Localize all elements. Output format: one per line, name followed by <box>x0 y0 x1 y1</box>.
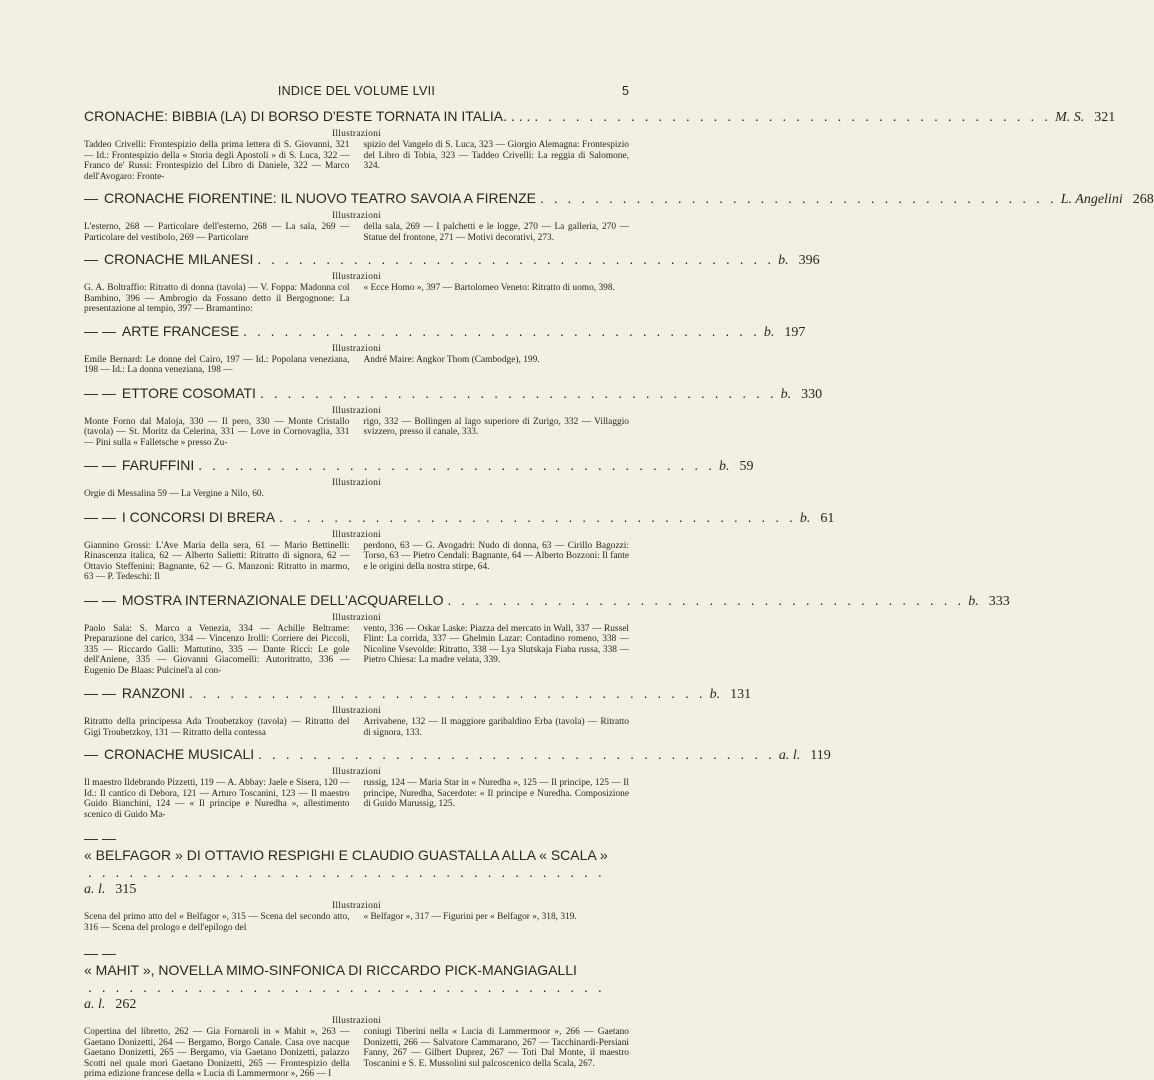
entry-title: CRONACHE MILANESI <box>104 251 254 267</box>
index-entry <box>84 508 835 583</box>
entry-heading <box>84 830 629 898</box>
entry-page: 330 <box>801 386 823 402</box>
entry-title: RANZONI <box>121 685 185 701</box>
illustrations-col-right: « Belfagor », 317 — Figurini per « Belfagor », 318, 319. <box>363 912 577 922</box>
illustrations-col-left: Taddeo Crivelli: Frontespizio della prima lettera di S. Giovanni, 321 — Id.: Frontespizio della « Storia degli Apostoli » di S. Luca, 322 — Franco de' Russi: Frontespizio del Libro di Daniele, 322 — Marco dell'Avogaro: Fronte- <box>84 140 350 182</box>
entry-page: 262 <box>115 997 137 1012</box>
entry-page: 131 <box>730 687 752 702</box>
running-head-title: INDICE DEL VOLUME LVII <box>277 84 436 98</box>
illustrations-label: Illustrazioni <box>332 210 381 221</box>
entry-dash: — <box>84 190 98 206</box>
illustrations-col-left: Ritratto della principessa Ada Troubetzkoy (tavola) — Ritratto del Gigi Troubetzkoy, 131 — Ritratto della contessa <box>84 717 350 738</box>
illustrations-label: Illustrazioni <box>332 766 381 777</box>
illustrations-list <box>84 912 629 933</box>
index-entry <box>84 591 1010 677</box>
entry-title: FARUFFINI <box>121 457 195 473</box>
entry-author: M. S. <box>1055 110 1085 125</box>
leader-dots: . . . . . . . . . . . . . . . . . . . . . . . . . . . . . . . . . . . . . . <box>540 190 1057 206</box>
illustrations-list <box>84 417 629 449</box>
entry-dash: — <box>84 746 98 762</box>
index-entry <box>84 685 752 738</box>
entry-author: L. Angelini <box>1060 192 1123 207</box>
entry-dash: — — <box>84 457 116 473</box>
leader-dots: . . . . . . . . . . . . . . . . . . . . . . . . . . . . . . . . . . . . . . <box>88 864 605 880</box>
entry-page: 197 <box>784 324 806 340</box>
illustrations-list <box>84 140 629 182</box>
entry-title: CRONACHE: BIBBIA (LA) DI BORSO D'ESTE TORNATA IN ITALIA. . . . <box>84 108 531 124</box>
illustrations-label: Illustrazioni <box>332 611 381 623</box>
illustrations-col-right: spizio del Vangelo di S. Luca, 323 — Giorgio Alemagna: Frontespizio del Libro di Tobia, 323 — Taddeo Crivelli: La reggia di Salomone, 324. <box>363 140 629 171</box>
illustrations-list <box>84 283 629 315</box>
entry-page: 61 <box>820 510 835 526</box>
entry-heading <box>84 384 823 403</box>
index-entry <box>84 251 820 315</box>
illustrations-list <box>84 624 629 677</box>
index-entry <box>84 746 831 820</box>
illustrations-list <box>84 1027 629 1080</box>
index-entry <box>84 830 629 933</box>
illustrations-col-left: Paolo Sala: S. Marco a Venezia, 334 — Achille Beltrame: Preparazione del carico, 334 — Vincenzo Irolli: Corriere dei Piccoli, 335 — Riccardo Galli: Mattutino, 335 — Dante Ricci: Le gole dell'Aniene, 335 — Giovanni Giacomelli: Autoritratto, 336 — Eugenio De Blaas: Pulcinel'a al con- <box>84 623 350 676</box>
entry-heading <box>84 190 1154 208</box>
entry-title: MOSTRA INTERNAZIONALE DELL'ACQUARELLO <box>121 591 444 608</box>
entry-heading <box>84 685 752 703</box>
leader-dots: . . . . . . . . . . . . . . . . . . . . . . . . . . . . . . . . . . . . . . <box>198 457 715 473</box>
index-entry <box>84 457 754 500</box>
entry-author: b. <box>718 459 730 474</box>
entry-heading <box>84 108 1116 126</box>
entry-page: 268 <box>1132 192 1154 207</box>
entry-dash: — — <box>84 384 116 401</box>
entry-title: ARTE FRANCESE <box>121 322 240 339</box>
illustrations-col-right: vento, 336 — Oskar Laske: Piazza del mercato in Wall, 337 — Russel Flint: La corrida, 337 — Ghelmin Lazar: Contadino romeno, 338 — Nicoline Vsevolde: Ritratto, 338 — Lya Slutskaja Fiaba russa, 338 — Pietro Chiesa: La madre velata, 339. <box>363 623 629 665</box>
illustrations-col-left: Copertina del libretto, 262 — Gia Fornaroli in « Mahit », 263 — Gaetano Donizetti, 264 — Bergamo, Borgo Canale. Casa ove nacque Gaetano Donizetti, 265 — Bergamo, via Gaetano Donizetti, palazzo Scotti nel quale morì Gaetano Donizetti, 265 — Frontespizio della prima edizione francese della « Lucia di Lammermoor », 266 — I <box>84 1027 350 1079</box>
entry-author: b. <box>968 593 979 609</box>
leader-dots: . . . . . . . . . . . . . . . . . . . . . . . . . . . . . . . . . . . . . . <box>279 508 796 525</box>
entry-title: CRONACHE FIORENTINE: IL NUOVO TEATRO SAVOIA A FIRENZE <box>104 190 536 206</box>
index-entry <box>84 190 1154 243</box>
entry-title: CRONACHE MUSICALI <box>104 746 255 762</box>
entry-title: I CONCORSI DI BRERA <box>121 508 276 525</box>
leader-dots: . . . . . . . . . . . . . . . . . . . . . . . . . . . . . . . . . . . . . . <box>257 251 775 267</box>
entry-dash: — — <box>84 508 116 525</box>
entry-author: a. l. <box>778 748 801 763</box>
entry-title: ETTORE COSOMATI <box>121 384 256 401</box>
entry-author: b. <box>763 324 775 340</box>
entry-dash: — — <box>84 945 116 961</box>
illustrations-list <box>84 541 629 583</box>
illustrations-col-left: G. A. Boltraffio: Ritratto di donna (tavola) — V. Foppa: Madonna col Bambino, 396 — Ambrogio da Fossano detto il Bergognone: La presentazione al tempio, 397 — Bramantino: <box>84 283 350 314</box>
illustrations-col-right: perdono, 63 — G. Avogadri: Nudo di donna, 63 — Cirillo Bagozzi: Torso, 63 — Pietro Cendali: Bagnante, 64 — Alberto Bozzoni: Il fante e le origini della nostra stirpe, 64. <box>363 540 629 572</box>
illustrations-label: Illustrazioni <box>332 705 381 716</box>
entry-page: 119 <box>810 748 831 763</box>
illustrations-col-right: André Maire: Angkor Thom (Cambodge), 199. <box>363 354 540 365</box>
page-number: 5 <box>622 84 629 98</box>
illustrations-label: Illustrazioni <box>332 128 381 139</box>
leader-dots: . . . . . . . . . . . . . . . . . . . . . . . . . . . . . . . . . . . . . . <box>188 685 706 701</box>
illustrations-list <box>84 355 629 376</box>
illustrations-label: Illustrazioni <box>332 342 381 354</box>
leader-dots: . . . . . . . . . . . . . . . . . . . . . . . . . . . . . . . . . . . . . . <box>447 591 965 608</box>
entry-page: 59 <box>739 459 754 474</box>
index-entry <box>84 384 823 449</box>
entry-author: b. <box>780 386 792 402</box>
entry-heading <box>84 591 1010 610</box>
illustrations-col-right: coniugi Tiberini nella « Lucia di Lammermoor », 266 — Gaetano Donizetti, 266 — Salvatore Cammarano, 267 — Tacchinardi-Persiani Fanny, 267 — Gilbert Duprez, 267 — Toti Dal Monte, il maestro Toscanini e S. E. Mussolini sul palcoscenico della Scala, 267. <box>363 1027 629 1069</box>
entry-heading <box>84 508 835 527</box>
illustrations-list <box>84 717 629 738</box>
illustrations-col-left: L'esterno, 268 — Particolare dell'esterno, 268 — La sala, 269 — Particolare del vestibolo, 269 — Particolare <box>84 222 350 243</box>
leader-dots: . . . . . . . . . . . . . . . . . . . . . . . . . . . . . . . . . . . . . . <box>243 322 760 339</box>
illustrations-col-left: Emile Bernard: Le donne del Cairo, 197 — Id.: Popolana veneziana, 198 — Id.: La donna veneziana, 198 — <box>84 354 350 375</box>
illustrations-col-right: Arrivabene, 132 — Il maggiore garibaldino Erba (tavola) — Ritratto di signora, 133. <box>363 717 629 738</box>
illustrations-label: Illustrazioni <box>332 271 381 282</box>
illustrations-list <box>84 222 629 243</box>
illustrations-col-left: Giannino Grossi: L'Ave Maria della sera, 61 — Mario Bettinelli: Rinascenza italica, 62 — Alberto Salietti: Ritratto di signora, 62 — Ottavio Steffenini: Bagnante, 62 — G. Manzoni: Ritratto in marmo, 63 — P. Tedeschi: Il <box>84 540 350 582</box>
leader-dots: . . . . . . . . . . . . . . . . . . . . . . . . . . . . . . . . . . . . . . <box>259 384 777 401</box>
entry-title: « MAHIT », NOVELLA MIMO-SINFONICA DI RICCARDO PICK-MANGIAGALLI <box>84 962 577 978</box>
illustrations-col-right: russig, 124 — Maria Star in « Nuredha », 125 — Il principe, 125 — Il principe, Nuredha, Sacerdote: « Il principe e Nuredha. Composizione di Guido Marussig, 125. <box>363 778 629 809</box>
entry-heading <box>84 945 629 1013</box>
illustrations-col-right: della sala, 269 — I palchetti e le logge, 270 — La galleria, 270 — Statue del frontone, 271 — Motivi decorativi, 273. <box>363 222 629 243</box>
entry-heading <box>84 322 806 341</box>
entry-author: a. l. <box>84 882 106 897</box>
illustrations-label: Illustrazioni <box>332 404 381 416</box>
illustrations-label: Illustrazioni <box>332 528 381 540</box>
entry-heading <box>84 457 754 475</box>
running-head <box>84 84 629 100</box>
leader-dots: . . . . . . . . . . . . . . . . . . . . . . . . . . . . . . . . . . . . . . <box>88 979 605 995</box>
illustrations-col-left: Il maestro Ildebrando Pizzetti, 119 — A. Abbay: Jaele e Sisera, 120 — Id.: Il cantico di Debora, 121 — Arturo Toscanini, 123 — Il maestro Guido Bianchini, 124 — « Il principe e Nuredha », allestimento scenico di Guido Ma- <box>84 778 350 820</box>
illustrations-label: Illustrazioni <box>332 1015 381 1026</box>
entry-page: 333 <box>988 593 1010 609</box>
illustrations-col-right <box>364 489 630 500</box>
illustrations-label: Illustrazioni <box>332 900 381 911</box>
entry-dash: — — <box>84 830 116 846</box>
illustrations-label: Illustrazioni <box>332 477 381 488</box>
entry-dash: — — <box>84 685 116 701</box>
index-entry <box>84 108 1116 182</box>
illustrations-col-right: rigo, 332 — Bollingen al lago superiore di Zurigo, 332 — Villaggio svizzero, presso il canale, 333. <box>363 416 629 437</box>
index-entry <box>84 945 629 1080</box>
leader-dots: . . . . . . . . . . . . . . . . . . . . . . . . . . . . . . . . . . . . . . <box>534 108 1052 124</box>
leader-dots: . . . . . . . . . . . . . . . . . . . . . . . . . . . . . . . . . . . . . . <box>258 746 775 762</box>
entry-dash: — — <box>84 322 116 339</box>
entry-dash: — <box>84 251 98 267</box>
entry-page: 396 <box>798 253 820 268</box>
illustrations-col-left: Orgie di Messalina 59 — La Vergine a Nilo, 60. <box>84 489 264 499</box>
entry-title: « BELFAGOR » DI OTTAVIO RESPIGHI E CLAUDIO GUASTALLA ALLA « SCALA » <box>84 847 608 863</box>
index-entry <box>84 322 806 376</box>
illustrations-col-left: Monte Forno dal Maloja, 330 — Il pero, 330 — Monte Cristallo (tavola) — St. Moritz da Celerina, 331 — Love in Cornovaglia, 331 — Pini sulla « Falletsche » presso Zu- <box>84 416 350 448</box>
index-entries <box>84 108 1154 1080</box>
illustrations-list <box>84 489 629 500</box>
entry-page: 315 <box>115 882 137 897</box>
illustrations-col-left: Scena del primo atto del « Belfagor », 315 — Scena del secondo atto, 316 — Scena del prologo e dell'epilogo del <box>84 912 350 933</box>
entry-author: a. l. <box>84 997 106 1012</box>
entry-author: b. <box>799 510 811 526</box>
entry-page: 321 <box>1094 110 1116 125</box>
entry-heading <box>84 746 831 764</box>
illustrations-col-right: « Ecce Homo », 397 — Bartolomeo Veneto: Ritratto di uomo, 398. <box>363 283 615 293</box>
illustrations-list <box>84 778 629 820</box>
entry-author: b. <box>778 253 789 268</box>
entry-heading <box>84 251 820 269</box>
entry-author: b. <box>709 687 721 702</box>
entry-dash: — — <box>84 591 116 608</box>
